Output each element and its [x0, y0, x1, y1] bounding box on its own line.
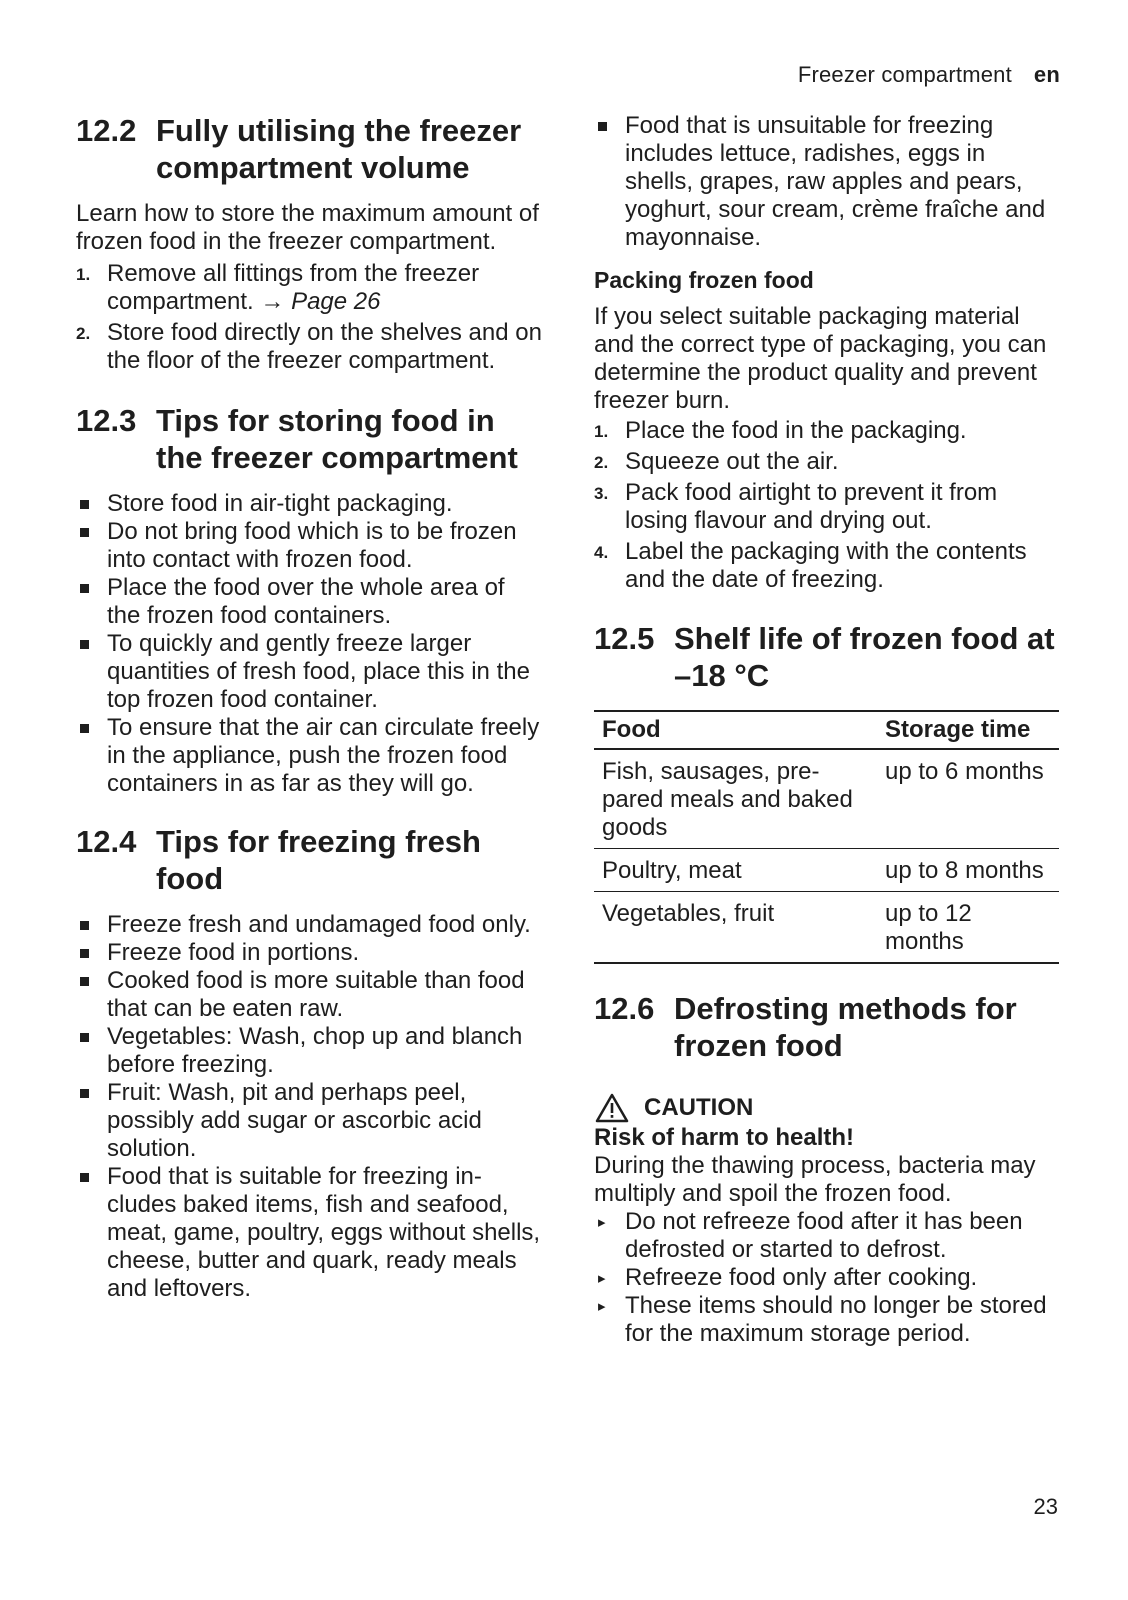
section-title: Fully utilising the freezer compartment volume: [156, 113, 522, 185]
table-cell: Fish, sausages, prepared meals and baked goods: [594, 749, 877, 849]
bullet-item: Vegetables: Wash, chop up and blanch before freezing.: [76, 1023, 542, 1079]
step-number: 1.: [76, 265, 91, 284]
section-number: 12.3: [76, 403, 137, 438]
section-number: 12.2: [76, 113, 137, 148]
step-text: Remove all fittings from the freezer compartment.: [107, 260, 480, 315]
step-item: [76, 260, 542, 316]
bullet-item: Food that is unsuitable for freezing includes lettuce, radishes, eggs in shells, grapes, raw apples and pears, yoghurt, sour cream, crème fraîche and mayonnaise.: [594, 112, 1059, 252]
step-text: Pack food airtight to prevent it from losing flavour and drying out.: [625, 479, 998, 534]
bullet-item: Cooked food is more suitable than food that can be eaten raw.: [76, 967, 542, 1023]
section-number: 12.4: [76, 824, 137, 859]
bullet-item: Freeze food in portions.: [76, 939, 542, 967]
arrow-right-icon: ▸: [598, 1270, 606, 1287]
section-12-2-intro: Learn how to store the maximum amount of frozen food in the freezer compartment.: [76, 200, 539, 255]
warning-triangle-icon: [594, 1092, 630, 1124]
table-cell: Vegetables, fruit: [594, 892, 877, 964]
step-number: 2.: [594, 453, 609, 472]
step-text: Store food directly on the shelves and on the floor of the freezer compartment.: [107, 319, 542, 374]
action-item: [594, 1208, 1059, 1264]
running-header: [798, 62, 1060, 88]
table-cell: Poultry, meat: [594, 849, 877, 892]
section-12-3-bullets: [76, 490, 542, 798]
section-12-4-bullets: [76, 911, 542, 1303]
table-cell: up to 6 months: [877, 749, 1059, 849]
table-cell: up to 8 months: [877, 849, 1059, 892]
section-12-4-heading: [76, 823, 542, 897]
arrow-right-icon: ▸: [598, 1298, 606, 1315]
caution-label: [594, 1092, 1059, 1124]
column-header: Food: [594, 711, 877, 749]
section-title: Tips for freezing fresh food: [156, 824, 481, 896]
table-cell: up to 12 months: [877, 892, 1059, 964]
column-header: Storage time: [877, 711, 1059, 749]
section-title: Defrosting methods for frozen food: [674, 991, 1017, 1063]
header-section: Freezer compartment: [797, 62, 1012, 87]
packing-heading: Packing frozen food: [594, 267, 814, 293]
step-number: 2.: [76, 324, 91, 343]
action-item: [594, 1264, 1059, 1292]
step-item: [594, 538, 1059, 594]
bullet-item: To ensure that the air can circulate freely in the appliance, push the frozen food containers in as far as they will go.: [76, 714, 542, 798]
header-language: en: [1033, 62, 1060, 87]
table-row: [594, 849, 1059, 892]
right-column: [594, 112, 1059, 1348]
action-text: Refreeze food only after cooking.: [625, 1264, 978, 1291]
risk-statement: Risk of harm to health!: [594, 1124, 855, 1151]
step-item: [594, 448, 1059, 476]
bullet-item: Place the food over the whole area of the frozen food containers.: [76, 574, 542, 630]
action-text: These items should no longer be stored for the maximum storage period.: [625, 1292, 1047, 1347]
section-title: Shelf life of frozen food at –18 °C: [674, 621, 1055, 693]
bullet-item: Do not bring food which is to be frozen into contact with frozen food.: [76, 518, 542, 574]
step-number: 1.: [594, 422, 609, 441]
bullet-item: Food that is suitable for freezing includes baked items, fish and seafood, meat, game, poultry, eggs without shells, cheese, butter and quark, ready meals and leftovers.: [76, 1163, 542, 1303]
step-number: 4.: [594, 543, 609, 562]
caution-actions: [594, 1208, 1059, 1348]
section-number: 12.6: [594, 991, 655, 1026]
left-column: [76, 112, 542, 1303]
section-12-4-bullets-continued: [594, 112, 1059, 252]
bullet-item: Freeze fresh and undamaged food only.: [76, 911, 542, 939]
step-text: Place the food in the packaging.: [625, 417, 967, 444]
page-reference-link[interactable]: Page 26: [291, 288, 381, 315]
action-item: [594, 1292, 1059, 1348]
section-12-6-heading: [594, 990, 1059, 1064]
arrow-right-icon: ▸: [598, 1214, 606, 1231]
table-header-row: [594, 711, 1059, 749]
caution-description: During the thawing process, bacteria may multiply and spoil the frozen food.: [594, 1152, 1036, 1207]
table-row: [594, 749, 1059, 849]
bullet-item: To quickly and gently freeze larger quantities of fresh food, place this in the top frozen food container.: [76, 630, 542, 714]
section-12-2-steps: [76, 260, 542, 375]
step-item: [594, 479, 1059, 535]
step-item: [76, 319, 542, 375]
page-number: 23: [1033, 1494, 1058, 1519]
section-12-3-heading: [76, 402, 542, 476]
table-row: [594, 892, 1059, 964]
section-12-2-heading: [76, 112, 542, 186]
action-text: Do not refreeze food after it has been defrosted or started to defrost.: [625, 1208, 1023, 1263]
packing-intro: If you select suitable packaging material and the correct type of packaging, you can determine the product quality and prevent freezer burn.: [594, 303, 1047, 414]
step-item: [594, 417, 1059, 445]
shelf-life-table: [594, 710, 1059, 964]
caution-text: CAUTION: [644, 1094, 754, 1121]
cross-reference-arrow-icon: →: [260, 288, 285, 315]
step-number: 3.: [594, 484, 609, 503]
packing-steps: [594, 417, 1059, 594]
step-text: Label the packaging with the contents and the date of freezing.: [625, 538, 1027, 593]
section-number: 12.5: [594, 621, 655, 656]
section-12-5-heading: [594, 620, 1059, 694]
step-text: Squeeze out the air.: [625, 448, 839, 475]
bullet-item: Store food in air-tight packaging.: [76, 490, 542, 518]
bullet-item: Fruit: Wash, pit and perhaps peel, possibly add sugar or ascorbic acid solution.: [76, 1079, 542, 1163]
section-title: Tips for storing food in the freezer compartment: [156, 403, 518, 475]
